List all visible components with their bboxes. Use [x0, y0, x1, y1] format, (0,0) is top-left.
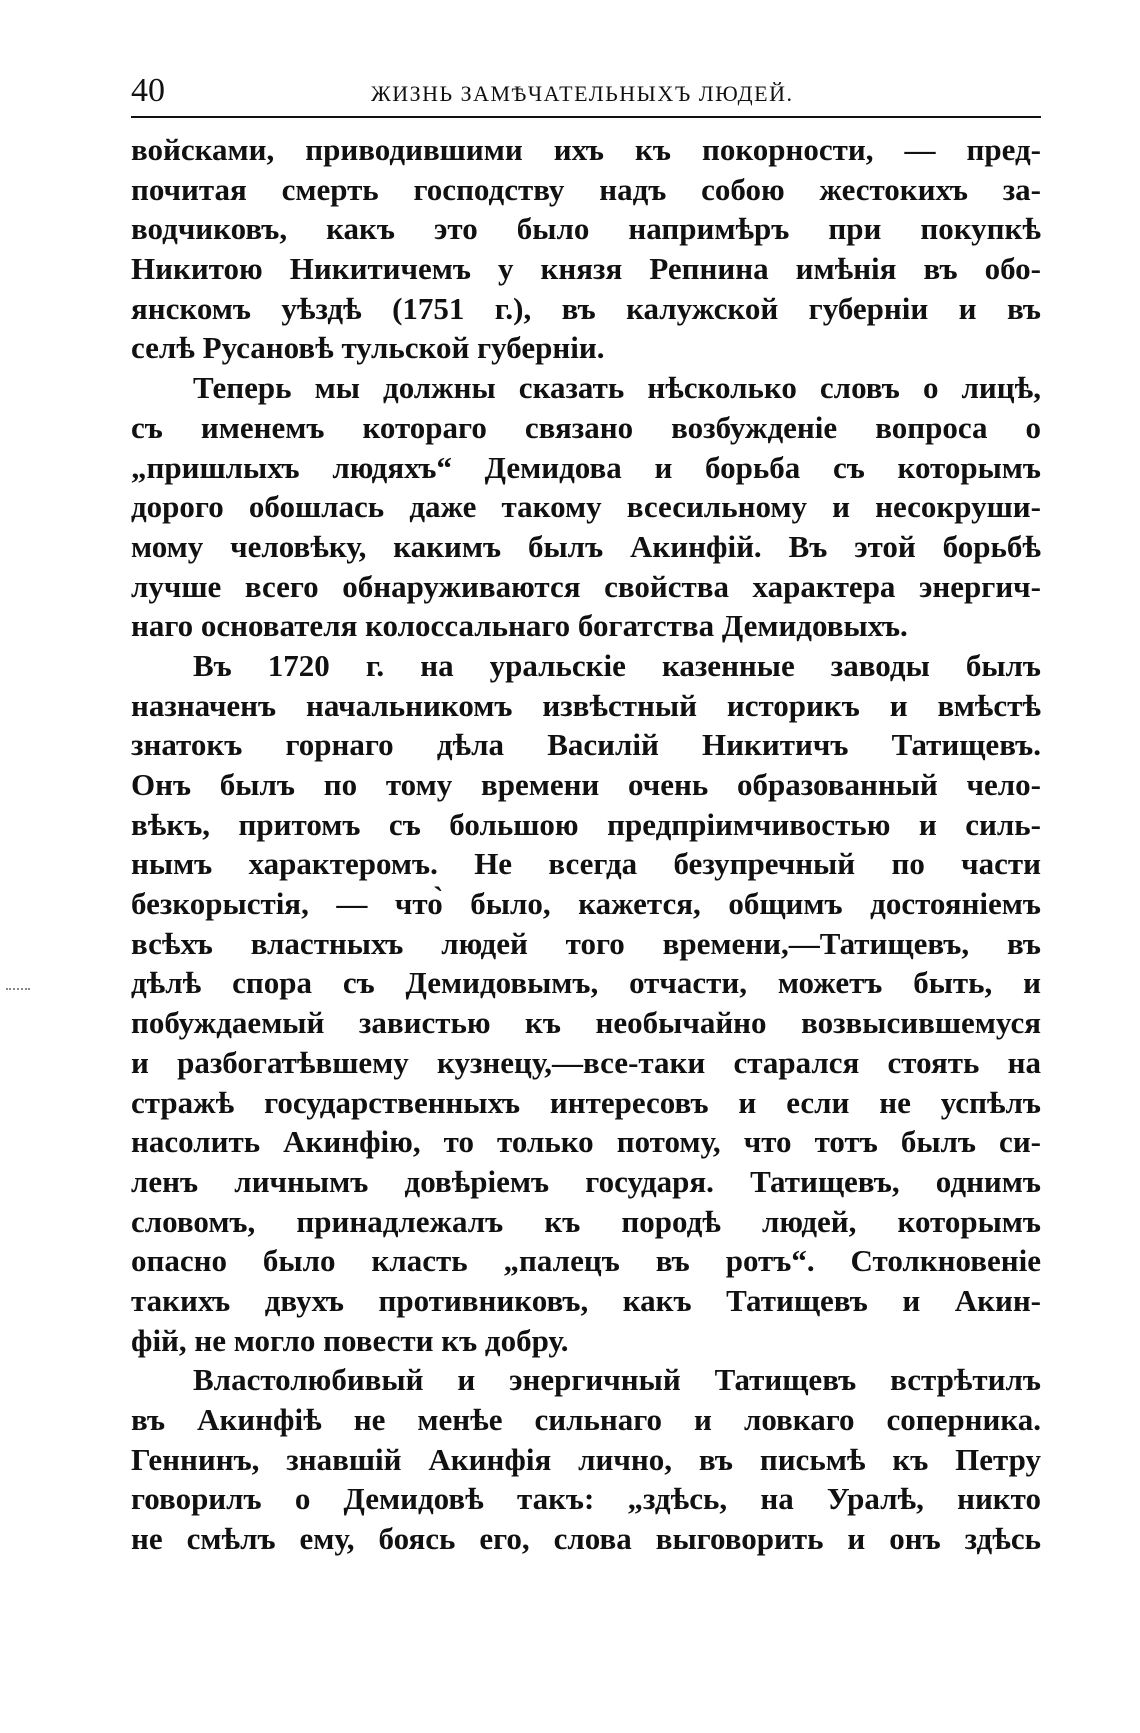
text-line: и разбогатѣвшему кузнецу,—все-таки старался стоять на: [131, 1044, 1041, 1080]
text-line: не смѣлъ ему, боясь его, слова выговорить и онъ здѣсь: [131, 1521, 1041, 1557]
text-line: стражѣ государственныхъ интересовъ и если не успѣлъ: [131, 1084, 1041, 1120]
text-line: Никитою Никитичемъ у князя Репнина имѣнія въ обо-: [131, 251, 1041, 287]
text-line: вѣкъ, притомъ съ большою предпріимчивостью и силь-: [131, 806, 1041, 842]
text-line: водчиковъ, какъ это было напримѣръ при покупкѣ: [131, 211, 1041, 247]
text-line: безкорыстія, — что̀ было, кажется, общимъ достояніемъ: [131, 886, 1041, 922]
text-line: словомъ, принадлежалъ къ породѣ людей, которымъ: [131, 1203, 1041, 1239]
text-line: Въ 1720 г. на уральскіе казенные заводы былъ: [193, 647, 1041, 683]
text-line: мому человѣку, какимъ былъ Акинфій. Въ этой борьбѣ: [131, 528, 1041, 564]
text-line: такихъ двухъ противниковъ, какъ Татищевъ и Акин-: [131, 1282, 1041, 1318]
text-line: Геннинъ, знавшій Акинфія лично, въ письмѣ къ Петру: [131, 1441, 1041, 1477]
text-line: селѣ Русановѣ тульской губерніи.: [131, 330, 605, 366]
text-line: Онъ былъ по тому времени очень образованный чело-: [131, 767, 1041, 802]
text-line: ленъ личнымъ довѣріемъ государя. Татищевъ, однимъ: [131, 1163, 1041, 1199]
running-header: [131, 72, 1041, 118]
text-line: дорого обошлась даже такому всесильному и несокруши-: [131, 489, 1041, 525]
text-line: назначенъ начальникомъ извѣстный историкъ и вмѣстѣ: [131, 687, 1041, 723]
text-line: всѣхъ властныхъ людей того времени,—Татищевъ, въ: [131, 925, 1041, 961]
text-line: почитая смерть господству надъ собою жестокихъ за-: [131, 171, 1041, 207]
text-line: въ Акинфіѣ не менѣе сильнаго и ловкаго соперника.: [131, 1402, 1041, 1437]
text-line: янскомъ уѣздѣ (1751 г.), въ калужской губерніи и въ: [131, 290, 1041, 326]
text-line: лучше всего обнаруживаются свойства характера энергич-: [131, 568, 1041, 604]
text-line: войсками, приводившими ихъ къ покорности, — пред-: [131, 132, 1041, 167]
text-line: „пришлыхъ людяхъ“ Демидова и борьба съ которымъ: [131, 449, 1041, 485]
text-line: знатокъ горнаго дѣла Василій Никитичъ Татищевъ.: [131, 727, 1041, 763]
text-line: Теперь мы должны сказать нѣсколько словъ о лицѣ,: [193, 370, 1041, 406]
book-page: [131, 72, 1041, 1559]
running-title: ЖИЗНЬ ЗАМѢЧАТЕЛЬНЫХЪ ЛЮДЕЙ.: [371, 81, 794, 106]
body-text: [131, 130, 1041, 1559]
text-line: говорилъ о Демидовѣ такъ: „здѣсь, на Уралѣ, никто: [131, 1481, 1041, 1517]
text-line: дѣлѣ спора съ Демидовымъ, отчасти, можетъ быть, и: [131, 965, 1041, 1001]
text-line: съ именемъ котораго связано возбужденіе вопроса о: [131, 409, 1041, 445]
text-line: насолить Акинфію, то только потому, что тотъ былъ си-: [131, 1124, 1041, 1160]
page-number: 40: [131, 72, 165, 109]
text-line: Властолюбивый и энергичный Татищевъ встрѣтилъ: [193, 1362, 1041, 1398]
text-line: нымъ характеромъ. Не всегда безупречный по части: [131, 846, 1041, 882]
text-line: опасно было класть „палецъ въ ротъ“. Столкновеніе: [131, 1243, 1041, 1279]
margin-mark: [6, 988, 30, 993]
text-line: побуждаемый завистью къ необычайно возвысившемуся: [131, 1005, 1041, 1041]
text-line: фій, не могло повести къ добру.: [131, 1322, 569, 1358]
text-line: наго основателя колоссальнаго богатства Демидовыхъ.: [131, 608, 908, 644]
